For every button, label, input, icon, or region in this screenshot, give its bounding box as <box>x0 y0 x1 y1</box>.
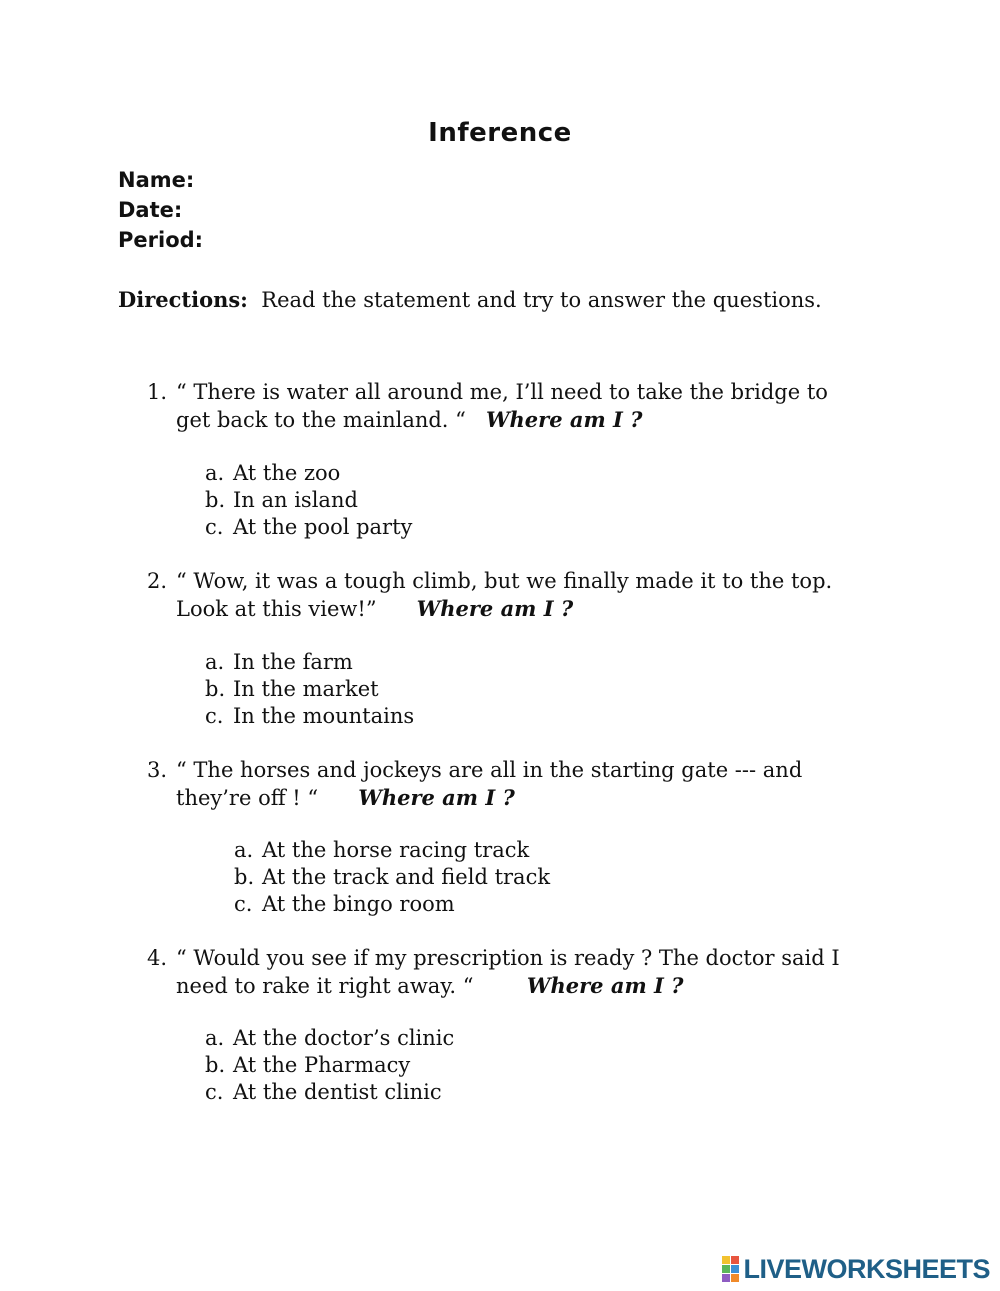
answer-option[interactable]: a. At the zoo <box>205 461 341 485</box>
date-field-label: Date: <box>118 198 183 222</box>
question-number: 3. <box>147 758 168 782</box>
answer-option[interactable]: b. In an island <box>205 488 358 512</box>
question-text-line-1: “ Would you see if my prescription is ready ? The doctor said I <box>176 946 840 970</box>
question-text-line-1: “ There is water all around me, I’ll need to take the bridge to <box>176 380 828 404</box>
question-number: 2. <box>147 569 168 593</box>
question-number: 1. <box>147 380 168 404</box>
answer-option[interactable]: c. At the pool party <box>205 515 413 539</box>
question-text-line-1: “ Wow, it was a tough climb, but we finally made it to the top. <box>176 569 833 593</box>
answer-option[interactable]: c. In the mountains <box>205 704 415 728</box>
answer-option[interactable]: b. In the market <box>205 677 379 701</box>
question-text-line-2: get back to the mainland. “ Where am I ? <box>176 407 643 432</box>
name-field-label: Name: <box>118 168 195 192</box>
answer-option[interactable]: a. At the doctor’s clinic <box>205 1026 455 1050</box>
liveworksheets-logo-icon <box>722 1256 739 1282</box>
page-title: Inference <box>428 118 572 148</box>
directions-text: Read the statement and try to answer the questions. <box>261 288 822 312</box>
where-am-i-prompt: Where am I ? <box>485 407 643 432</box>
where-am-i-prompt: Where am I ? <box>358 785 515 810</box>
directions-label: Directions: <box>118 287 248 312</box>
question-number: 4. <box>147 946 168 970</box>
question-text-line-2: need to rake it right away. “ Where am I ? <box>176 973 684 998</box>
answer-option[interactable]: c. At the dentist clinic <box>205 1080 442 1104</box>
question-text-line-1: “ The horses and jockeys are all in the starting gate --- and <box>176 758 803 782</box>
where-am-i-prompt: Where am I ? <box>416 596 574 621</box>
period-field-label: Period: <box>118 228 204 252</box>
answer-option[interactable]: b. At the Pharmacy <box>205 1053 411 1077</box>
answer-option[interactable]: b. At the track and field track <box>234 865 551 889</box>
brand-wordmark: LIVEWORKSHEETS <box>743 1253 990 1284</box>
answer-option[interactable]: a. In the farm <box>205 650 353 674</box>
question-text-line-2: they’re off ! “ Where am I ? <box>176 785 515 810</box>
where-am-i-prompt: Where am I ? <box>526 973 684 998</box>
answer-option[interactable]: c. At the bingo room <box>234 892 455 916</box>
question-text-line-2: Look at this view!” Where am I ? <box>176 596 574 621</box>
liveworksheets-brand <box>722 1254 990 1284</box>
answer-option[interactable]: a. At the horse racing track <box>234 838 530 862</box>
directions <box>118 287 822 312</box>
